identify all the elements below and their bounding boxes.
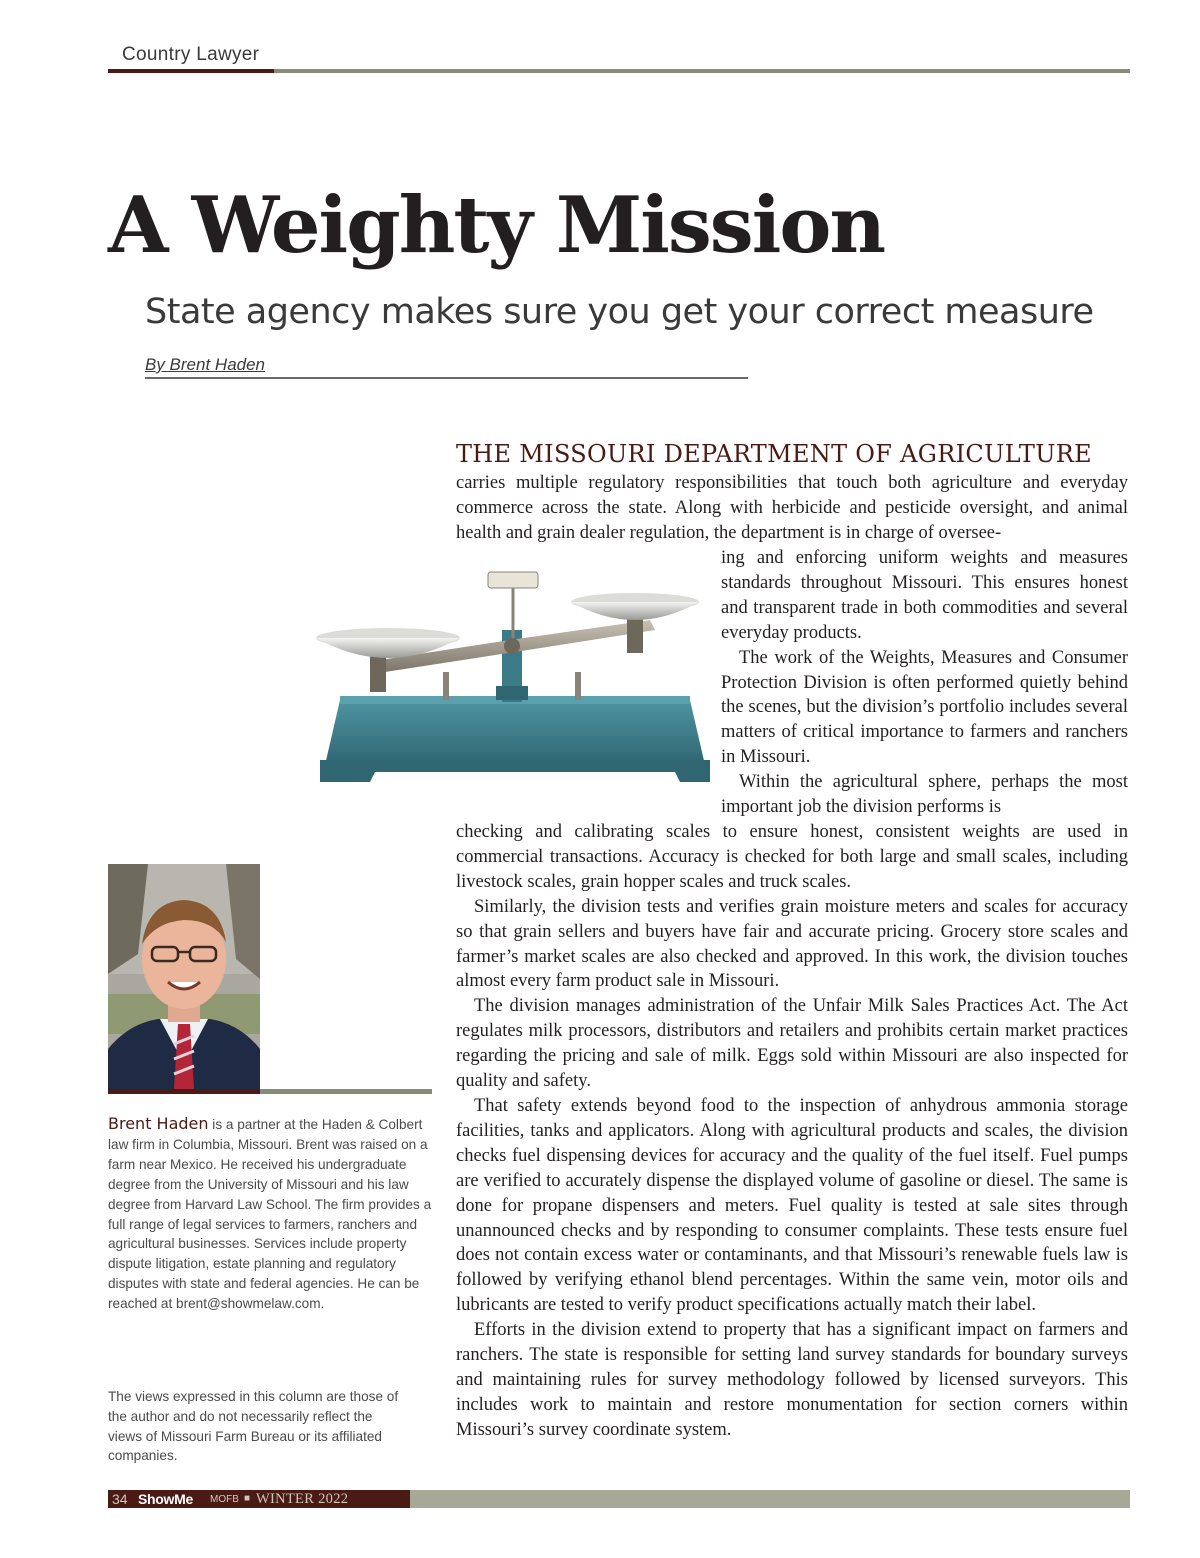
byline: By Brent Haden <box>145 355 266 374</box>
balance-scale-illustration <box>310 560 720 800</box>
author-photo <box>108 864 260 1089</box>
header-rule-accent <box>108 69 274 73</box>
body-paragraph-lead <box>456 471 1128 546</box>
section-label: Country Lawyer <box>122 44 260 65</box>
header-rule <box>274 69 1130 73</box>
body-main-column <box>456 820 1128 1443</box>
body-paragraph: ing and enforcing uniform weights and measures standards throughout Missouri. This ensures honest and transparent trade in both commodities and several everyday products. <box>721 548 1128 643</box>
publication-org: MOFB <box>210 1494 239 1505</box>
page-number: 34 <box>112 1491 128 1507</box>
subheadline: State agency makes sure you get your correct measure <box>145 292 1094 332</box>
body-wrap-column <box>721 546 1128 820</box>
author-bio-text: is a partner at the Haden & Colbert law firm in Columbia, Missouri. Brent was raised on a farm near Mexico. He received his undergraduate degree from the University of Missouri and his law degree from Harvard Law School. The firm provides a full range of legal services to farmers, ranchers and agricultural businesses. Services include property dispute litigation, estate planning and regulatory disputes with state and federal agencies. He can be reached at brent@showmelaw.com. <box>108 1117 432 1312</box>
disclaimer: The views expressed in this column are those of the author and do not necessarily reflect the views of Missouri Farm Bureau or its affiliated companies. <box>108 1389 399 1464</box>
lead-heading: THE MISSOURI DEPARTMENT OF AGRICULTURE <box>456 440 1092 468</box>
lead-paragraph-text: carries multiple regulatory responsibilities that touch both agriculture and everyday commerce across the state. Along with herbicide and pesticide oversight, and animal health and grain dealer regulation, the department is in charge of oversee- <box>456 473 1128 543</box>
body-paragraph: checking and calibrating scales to ensure honest, consistent weights are used in commercial transactions. Accuracy is checked for both large and small scales, including livestock scales, grain hopper scales and truck scales. <box>456 822 1128 892</box>
publication-name: ShowMe <box>138 1491 193 1507</box>
photo-rule-accent <box>108 1089 260 1094</box>
body-paragraph: That safety extends beyond food to the inspection of anhydrous ammonia storage facilities, tanks and applicators. Along with agricultural products and scales, the division checks fuel dispensing devices for accuracy and the quality of the fuel itself. Fuel pumps are verified to accurately dispense the displayed volume of gasoline or diesel. The same is done for propane dispensers and meters. Fuel quality is tested at sale sites through unannounced checks and by responding to consumer complaints. These tests ensure fuel does not contain excess water or contaminants, and that Missouri’s renewable fuels law is followed by verifying ethanol blend percentages. Within the same vein, motor oils and lubricants are tested to verify product specifications actually match their label. <box>456 1095 1128 1316</box>
body-paragraph: The division manages administration of the Unfair Milk Sales Practices Act. The Act regulates milk processors, distributors and retailers and prohibits certain market practices regarding the pricing and sale of milk. Eggs sold within Missouri are also inspected for quality and safety. <box>456 996 1128 1092</box>
author-bio <box>108 1114 432 1314</box>
body-paragraph: Efforts in the division extend to property that has a significant impact on farmers and ranchers. The state is responsible for setting land survey standards for boundary surveys and maintaining rules for survey methodology followed by licensed surveyors. This includes work to maintain and restore monumentation for section corners within Missouri’s survey coordinate system. <box>456 1320 1128 1440</box>
footer-separator: ■ <box>244 1493 251 1504</box>
headline: A Weighty Mission <box>108 180 885 271</box>
body-paragraph: The work of the Weights, Measures and Consumer Protection Division is often performed quietly behind the scenes, but the division’s portfolio includes several matters of critical importance to farmers and ranchers in Missouri. <box>721 647 1128 768</box>
body-paragraph: Within the agricultural sphere, perhaps the most important job the division performs is <box>721 772 1128 818</box>
byline-rule <box>145 377 748 379</box>
publication-issue: WINTER 2022 <box>256 1491 349 1507</box>
author-name: Brent Haden <box>108 1114 209 1133</box>
body-paragraph: Similarly, the division tests and verifies grain moisture meters and scales for accuracy so that grain sellers and buyers have fair and accurate pricing. Grocery store scales and farmer’s market scales are also checked and approved. In this work, the division touches almost every farm product sale in Missouri. <box>456 896 1128 992</box>
